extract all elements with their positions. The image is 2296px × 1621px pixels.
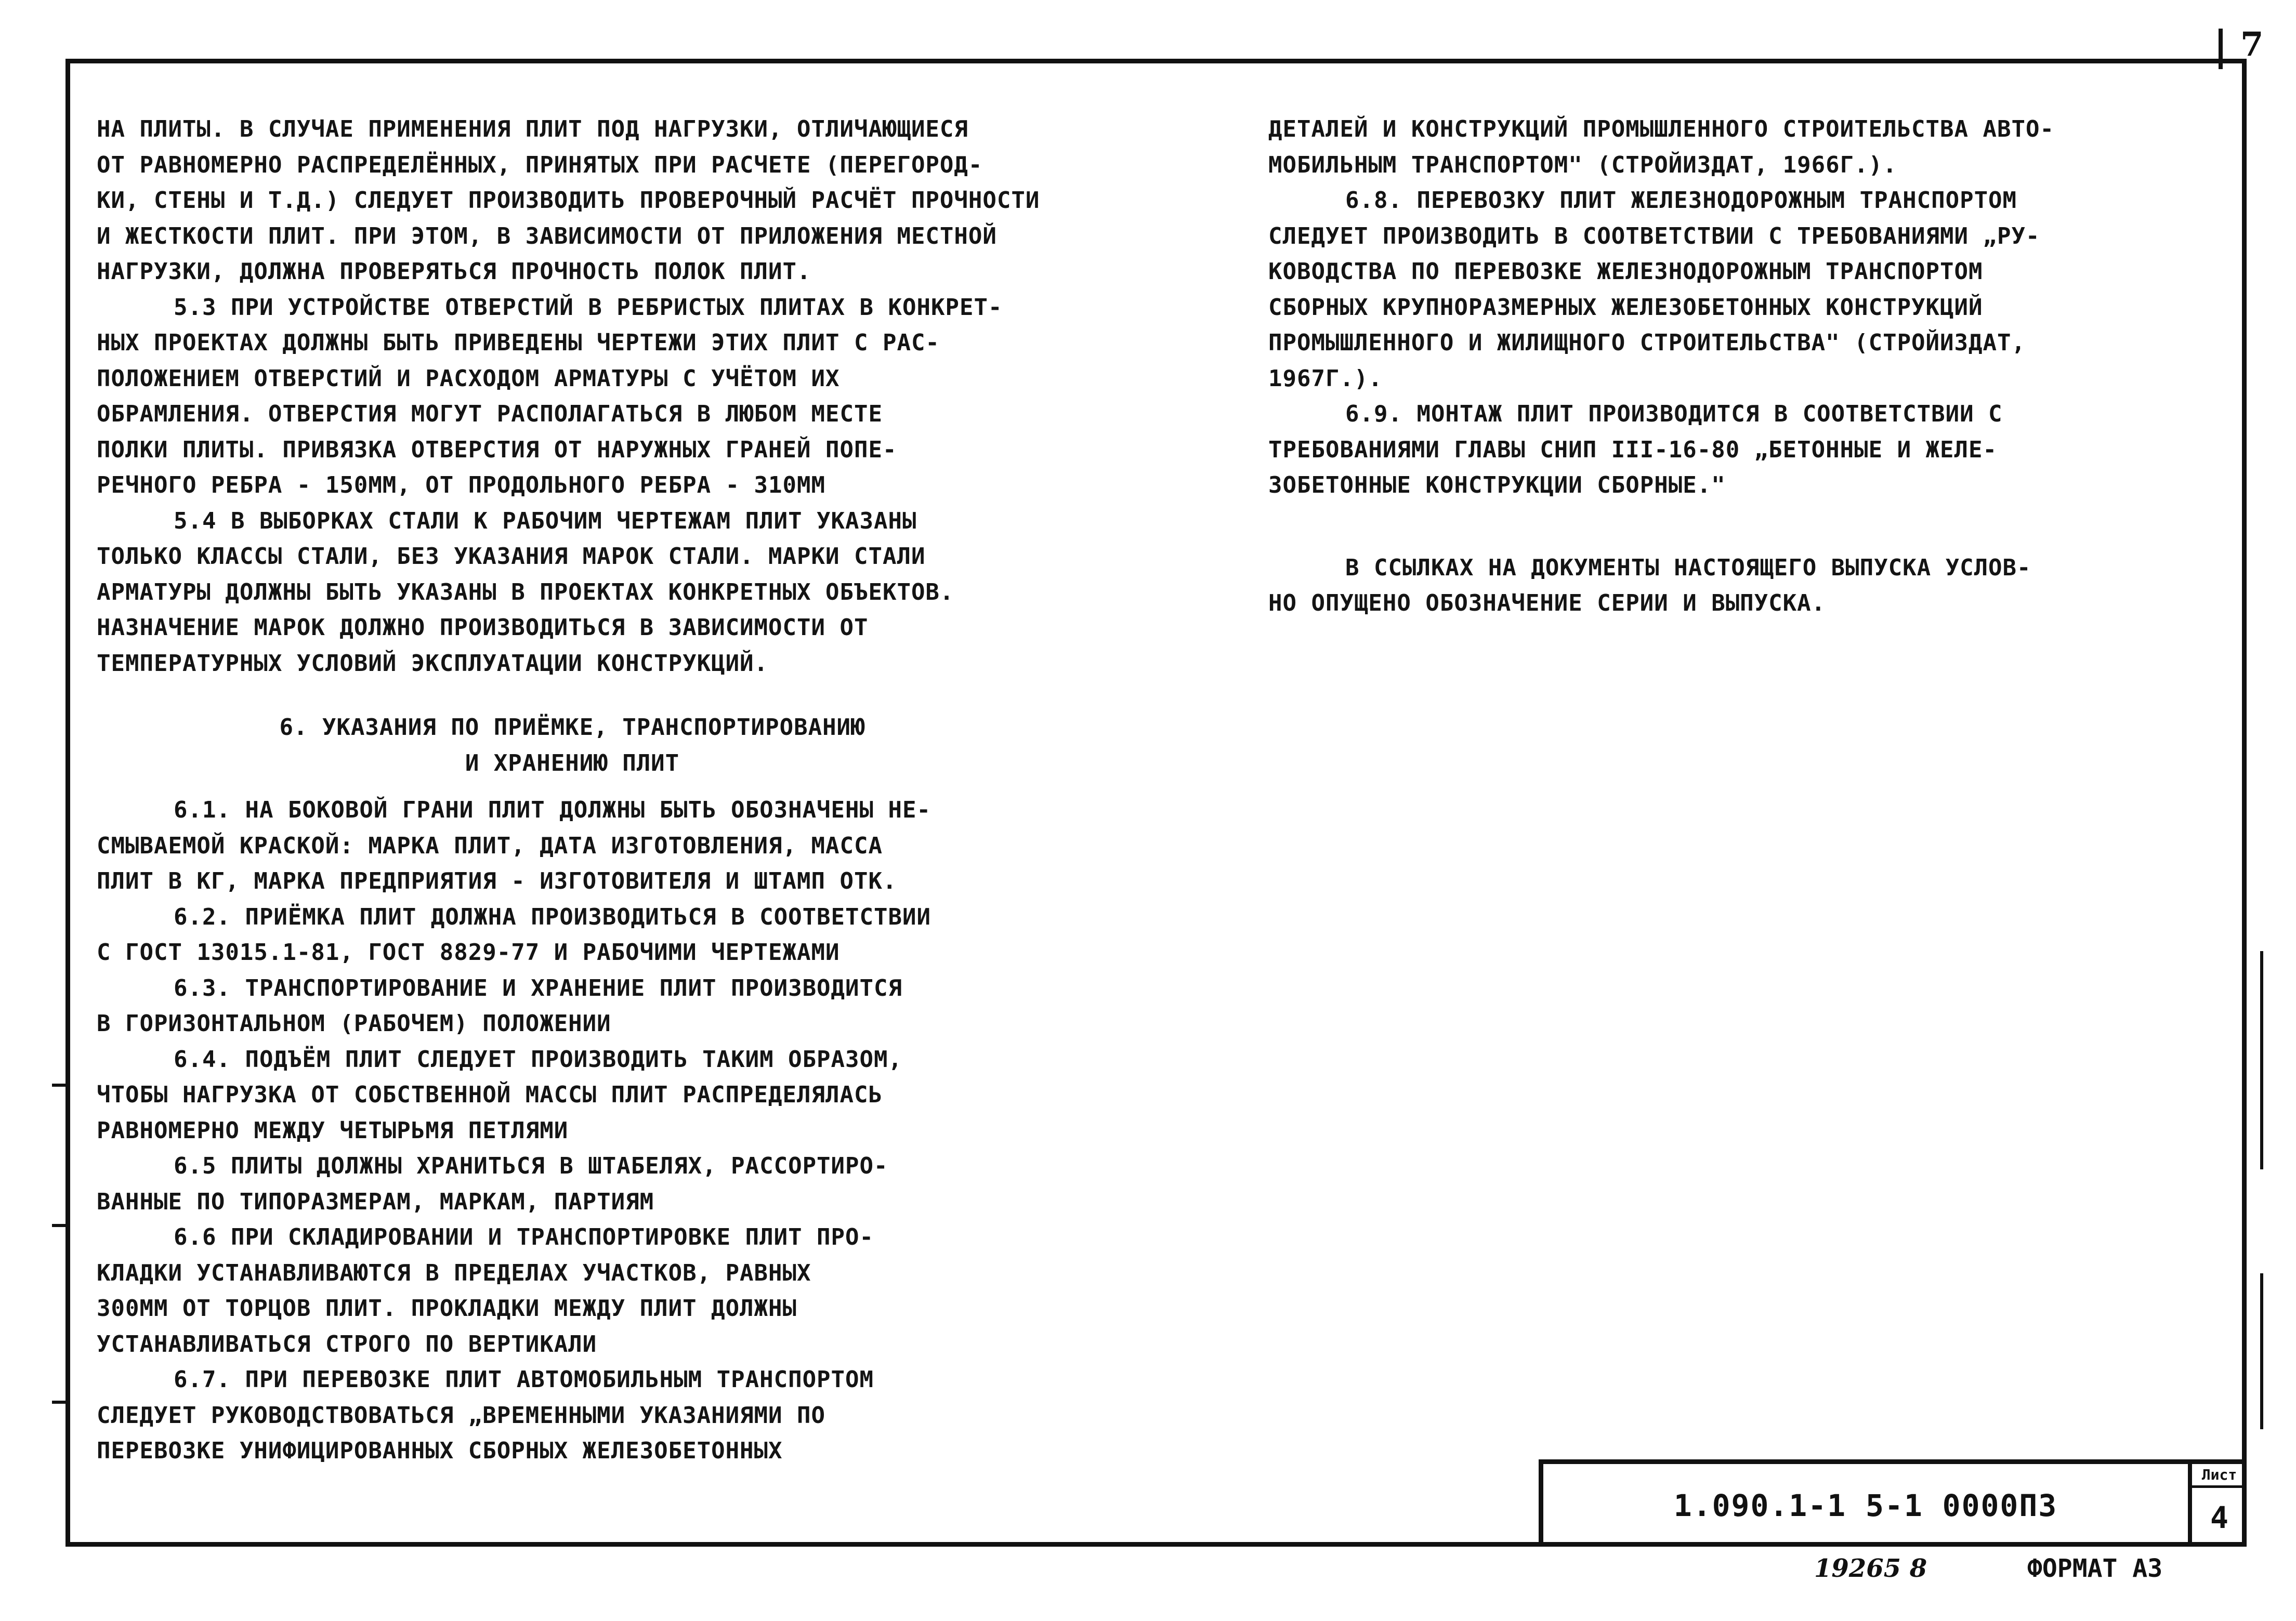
text-line: АРМАТУРЫ ДОЛЖНЫ БЫТЬ УКАЗАНЫ В ПРОЕКТАХ КОНКРЕТНЫХ ОБЪЕКТОВ.	[97, 578, 954, 605]
sheet-label: Лист	[2192, 1464, 2247, 1488]
text-line: И ЖЕСТКОСТИ ПЛИТ. ПРИ ЭТОМ, В ЗАВИСИМОСТИ ОТ ПРИЛОЖЕНИЯ МЕСТНОЙ	[97, 222, 997, 249]
text-line: 6.8. ПЕРЕВОЗКУ ПЛИТ ЖЕЛЕЗНОДОРОЖНЫМ ТРАНСПОРТОМ	[1345, 187, 2017, 214]
text-line: ОБРАМЛЕНИЯ. ОТВЕРСТИЯ МОГУТ РАСПОЛАГАТЬСЯ В ЛЮБОМ МЕСТЕ	[97, 401, 883, 427]
text-line: РАВНОМЕРНО МЕЖДУ ЧЕТЫРЬМЯ ПЕТЛЯМИ	[97, 1117, 569, 1144]
text-line: СБОРНЫХ КРУПНОРАЗМЕРНЫХ ЖЕЛЕЗОБЕТОННЫХ КОНСТРУКЦИЙ	[1268, 294, 1983, 321]
text-line: ПЛИТ В КГ, МАРКА ПРЕДПРИЯТИЯ - ИЗГОТОВИТЕЛЯ И ШТАМП ОТК.	[97, 868, 897, 894]
text-line: УСТАНАВЛИВАТЬСЯ СТРОГО ПО ВЕРТИКАЛИ	[97, 1330, 597, 1358]
text-line: СЛЕДУЕТ РУКОВОДСТВОВАТЬСЯ „ВРЕМЕННЫМИ УКАЗАНИЯМИ ПО	[97, 1402, 826, 1429]
text-line: КИ, СТЕНЫ И Т.Д.) СЛЕДУЕТ ПРОИЗВОДИТЬ ПРОВЕРОЧНЫЙ РАСЧЁТ ПРОЧНОСТИ	[97, 187, 1040, 214]
title-block	[1539, 1459, 2247, 1547]
text-line: ПОЛКИ ПЛИТЫ. ПРИВЯЗКА ОТВЕРСТИЯ ОТ НАРУЖНЫХ ГРАНЕЙ ПОПЕ-	[97, 436, 897, 463]
margin-tick	[52, 1224, 68, 1227]
right-column-text	[1268, 112, 2246, 504]
section-6-heading-line-1: 6. УКАЗАНИЯ ПО ПРИЁМКЕ, ТРАНСПОРТИРОВАНИЮ	[279, 714, 865, 741]
text-line: ПЕРЕВОЗКЕ УНИФИЦИРОВАННЫХ СБОРНЫХ ЖЕЛЕЗОБЕТОННЫХ	[97, 1438, 783, 1464]
text-line: 6.9. МОНТАЖ ПЛИТ ПРОИЗВОДИТСЯ В СООТВЕТСТВИИ С	[1345, 401, 2003, 427]
text-line: ЗОБЕТОННЫЕ КОНСТРУКЦИИ СБОРНЫЕ."	[1268, 472, 1726, 498]
text-line: НА ПЛИТЫ. В СЛУЧАЕ ПРИМЕНЕНИЯ ПЛИТ ПОД НАГРУЗКИ, ОТЛИЧАЮЩИЕСЯ	[97, 116, 968, 142]
margin-tick	[52, 1401, 68, 1404]
text-line: 300ММ ОТ ТОРЦОВ ПЛИТ. ПРОКЛАДКИ МЕЖДУ ПЛИТ ДОЛЖНЫ	[97, 1295, 797, 1322]
text-line: ТОЛЬКО КЛАССЫ СТАЛИ, БЕЗ УКАЗАНИЯ МАРОК СТАЛИ. МАРКИ СТАЛИ	[97, 543, 926, 570]
text-line: НАЗНАЧЕНИЕ МАРОК ДОЛЖНО ПРОИЗВОДИТЬСЯ В ЗАВИСИМОСТИ ОТ	[97, 614, 869, 641]
text-line: В ССЫЛКАХ НА ДОКУМЕНТЫ НАСТОЯЩЕГО ВЫПУСКА УСЛОВ-	[1345, 554, 2031, 581]
text-line: 6.4. ПОДЪЁМ ПЛИТ СЛЕДУЕТ ПРОИЗВОДИТЬ ТАКИМ ОБРАЗОМ,	[174, 1046, 903, 1073]
page-number: 7	[2240, 25, 2264, 64]
text-line: СЛЕДУЕТ ПРОИЗВОДИТЬ В СООТВЕТСТВИИ С ТРЕБОВАНИЯМИ „РУ-	[1268, 222, 2040, 249]
section-6-text	[97, 793, 1110, 1469]
references-note	[1268, 550, 2246, 622]
left-column-text	[97, 112, 1110, 681]
text-line: НАГРУЗКИ, ДОЛЖНА ПРОВЕРЯТЬСЯ ПРОЧНОСТЬ ПОЛОК ПЛИТ.	[97, 258, 811, 285]
right-margin-mark	[2260, 951, 2263, 1169]
sheet-cell	[2188, 1464, 2247, 1547]
inventory-number: 19265 8	[1814, 1554, 1927, 1583]
text-line: ПРОМЫШЛЕННОГО И ЖИЛИЩНОГО СТРОИТЕЛЬСТВА" (СТРОЙИЗДАТ,	[1268, 330, 2026, 356]
text-line: НЫХ ПРОЕКТАХ ДОЛЖНЫ БЫТЬ ПРИВЕДЕНЫ ЧЕРТЕЖИ ЭТИХ ПЛИТ С РАС-	[97, 330, 940, 356]
margin-tick	[52, 1084, 68, 1087]
text-line: ПОЛОЖЕНИЕМ ОТВЕРСТИЙ И РАСХОДОМ АРМАТУРЫ С УЧЁТОМ ИХ	[97, 365, 840, 392]
left-column	[97, 112, 1110, 1469]
sheet-number: 4	[2210, 1499, 2228, 1535]
text-line: ДЕТАЛЕЙ И КОНСТРУКЦИЙ ПРОМЫШЛЕННОГО СТРОИТЕЛЬСТВА АВТО-	[1268, 116, 2054, 142]
text-line: С ГОСТ 13015.1-81, ГОСТ 8829-77 И РАБОЧИМИ ЧЕРТЕЖАМИ	[97, 939, 840, 966]
text-line: ВАННЫЕ ПО ТИПОРАЗМЕРАМ, МАРКАМ, ПАРТИЯМ	[97, 1188, 654, 1215]
right-column	[1268, 112, 2246, 622]
text-line: 5.3 ПРИ УСТРОЙСТВЕ ОТВЕРСТИЙ В РЕБРИСТЫХ ПЛИТАХ В КОНКРЕТ-	[174, 294, 1003, 321]
text-line: ЧТОБЫ НАГРУЗКА ОТ СОБСТВЕННОЙ МАССЫ ПЛИТ РАСПРЕДЕЛЯЛАСЬ	[97, 1082, 883, 1108]
section-6-heading-line-2: И ХРАНЕНИЮ ПЛИТ	[465, 749, 680, 776]
text-line: В ГОРИЗОНТАЛЬНОМ (РАБОЧЕМ) ПОЛОЖЕНИИ	[97, 1010, 611, 1037]
text-line: 6.6 ПРИ СКЛАДИРОВАНИИ И ТРАНСПОРТИРОВКЕ ПЛИТ ПРО-	[174, 1224, 874, 1250]
text-line: ТЕМПЕРАТУРНЫХ УСЛОВИЙ ЭКСПЛУАТАЦИИ КОНСТРУКЦИЙ.	[97, 650, 769, 677]
text-line: КЛАДКИ УСТАНАВЛИВАЮТСЯ В ПРЕДЕЛАХ УЧАСТКОВ, РАВНЫХ	[97, 1259, 811, 1286]
right-margin-mark	[2260, 1273, 2263, 1429]
text-line: КОВОДСТВА ПО ПЕРЕВОЗКЕ ЖЕЛЕЗНОДОРОЖНЫМ ТРАНСПОРТОМ	[1268, 258, 1983, 285]
text-line: 6.1. НА БОКОВОЙ ГРАНИ ПЛИТ ДОЛЖНЫ БЫТЬ ОБОЗНАЧЕНЫ НЕ-	[174, 797, 931, 823]
text-line: СМЫВАЕМОЙ КРАСКОЙ: МАРКА ПЛИТ, ДАТА ИЗГОТОВЛЕНИЯ, МАССА	[97, 832, 883, 859]
text-line: 6.7. ПРИ ПЕРЕВОЗКЕ ПЛИТ АВТОМОБИЛЬНЫМ ТРАНСПОРТОМ	[174, 1366, 874, 1393]
text-line: 6.5 ПЛИТЫ ДОЛЖНЫ ХРАНИТЬСЯ В ШТАБЕЛЯХ, РАССОРТИРО-	[174, 1153, 888, 1179]
text-line: 6.2. ПРИЁМКА ПЛИТ ДОЛЖНА ПРОИЗВОДИТЬСЯ В СООТВЕТСТВИИ	[174, 903, 931, 930]
text-line: 5.4 В ВЫБОРКАХ СТАЛИ К РАБОЧИМ ЧЕРТЕЖАМ ПЛИТ УКАЗАНЫ	[174, 507, 917, 534]
text-line: ОТ РАВНОМЕРНО РАСПРЕДЕЛЁННЫХ, ПРИНЯТЫХ ПРИ РАСЧЕТЕ (ПЕРЕГОРОД-	[97, 151, 983, 178]
text-line: 6.3. ТРАНСПОРТИРОВАНИЕ И ХРАНЕНИЕ ПЛИТ ПРОИЗВОДИТСЯ	[174, 974, 903, 1001]
document-code: 1.090.1-1 5-1 0000ПЗ	[1673, 1487, 2058, 1523]
text-line: НО ОПУЩЕНО ОБОЗНАЧЕНИЕ СЕРИИ И ВЫПУСКА.	[1268, 590, 1826, 616]
text-line: МОБИЛЬНЫМ ТРАНСПОРТОМ" (СТРОЙИЗДАТ, 1966Г.).	[1268, 151, 1897, 178]
text-line: РЕЧНОГО РЕБРА - 150ММ, ОТ ПРОДОЛЬНОГО РЕБРА - 310ММ	[97, 472, 826, 498]
text-line: 1967Г.).	[1268, 365, 1383, 392]
text-line: ТРЕБОВАНИЯМИ ГЛАВЫ СНИП III-16-80 „БЕТОННЫЕ И ЖЕЛЕ-	[1268, 436, 1998, 463]
paper-format: ФОРМАТ А3	[2027, 1554, 2163, 1583]
